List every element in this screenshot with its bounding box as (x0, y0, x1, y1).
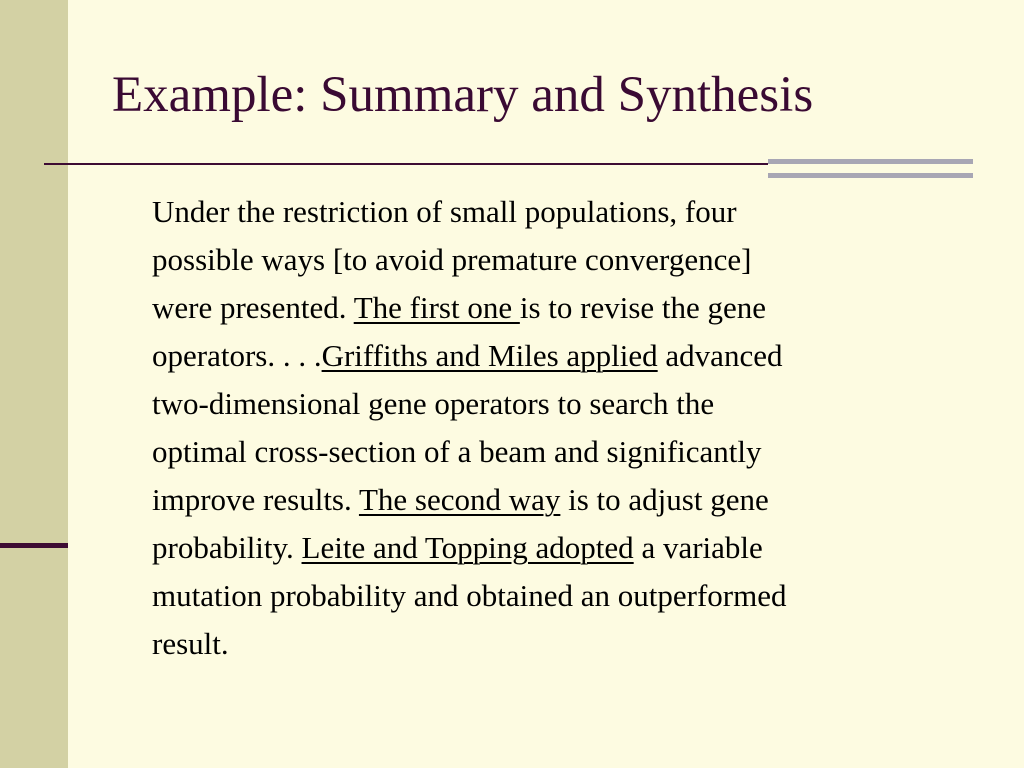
underlined-phrase: Leite and Topping adopted (301, 530, 634, 565)
text-segment: advanced (657, 338, 783, 373)
decorative-grey-bar-bottom (768, 173, 973, 178)
body-paragraph (152, 188, 982, 668)
text-segment: is to adjust gene (560, 482, 769, 517)
text-segment: mutation probability and obtained an outperformed (152, 578, 787, 613)
paragraph-line (152, 332, 982, 380)
text-segment: probability. (152, 530, 302, 565)
title-divider-line (44, 163, 768, 165)
text-segment: result. (152, 626, 229, 661)
paragraph-line (152, 380, 982, 428)
paragraph-line (152, 572, 982, 620)
paragraph-line (152, 236, 982, 284)
text-segment: a variable (633, 530, 763, 565)
paragraph-line (152, 476, 982, 524)
text-segment: two-dimensional gene operators to search the (152, 386, 715, 421)
paragraph-line (152, 284, 982, 332)
text-segment: Under the restriction of small populations, four (152, 194, 737, 229)
decorative-grey-bar-top (768, 159, 973, 164)
underlined-phrase: The second way (358, 482, 561, 517)
paragraph-line (152, 524, 982, 572)
text-segment: possible ways [to avoid premature convergence] (152, 242, 752, 277)
underlined-phrase: The first one (353, 290, 520, 325)
text-segment: improve results. (152, 482, 359, 517)
underlined-phrase: Griffiths and Miles applied (321, 338, 658, 373)
paragraph-line (152, 188, 982, 236)
text-segment: operators. . . . (152, 338, 322, 373)
text-segment: is to revise the gene (519, 290, 767, 325)
left-sidebar-band (0, 0, 68, 768)
slide-title: Example: Summary and Synthesis (112, 67, 814, 123)
text-segment: were presented. (152, 290, 354, 325)
left-accent-line (0, 543, 68, 548)
text-segment: optimal cross-section of a beam and significantly (152, 434, 762, 469)
paragraph-line (152, 428, 982, 476)
paragraph-line (152, 620, 982, 668)
